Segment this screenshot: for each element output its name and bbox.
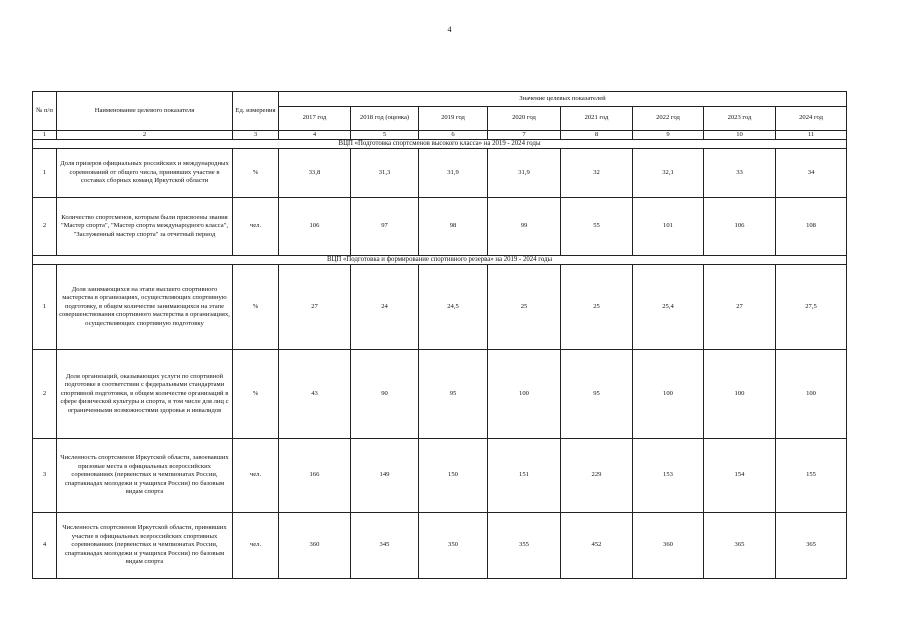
- indicator-value: 355: [488, 513, 561, 579]
- column-number: 4: [279, 131, 351, 140]
- indicator-name: Численность спортсменов Иркутской области, принявших участие в официальных всероссийских спортивных соревнованиях (первенствах и чемпионатах России, спартакиадах молодежи и учащихся России) по базовым видам спорта: [57, 513, 233, 579]
- indicator-value: 99: [488, 198, 561, 256]
- indicator-value: 34: [776, 149, 847, 198]
- indicator-value: 90: [351, 350, 419, 439]
- indicator-value: 27,5: [776, 265, 847, 350]
- indicator-value: 97: [351, 198, 419, 256]
- row-num: 2: [33, 198, 57, 256]
- indicator-value: 100: [633, 350, 704, 439]
- column-number: 5: [351, 131, 419, 140]
- column-number: 9: [633, 131, 704, 140]
- indicator-value: 24: [351, 265, 419, 350]
- header-year: 2018 год (оценка): [351, 107, 419, 131]
- header-values: Значение целевых показателей: [279, 92, 847, 107]
- header-year: 2019 год: [419, 107, 488, 131]
- indicator-value: 32: [561, 149, 633, 198]
- target-indicators-table: [32, 91, 847, 579]
- column-number: 8: [561, 131, 633, 140]
- indicator-value: 108: [776, 198, 847, 256]
- indicator-value: 100: [704, 350, 776, 439]
- header-year: 2023 год: [704, 107, 776, 131]
- indicator-value: 100: [488, 350, 561, 439]
- indicator-value: 27: [704, 265, 776, 350]
- section-row: [33, 256, 847, 265]
- indicator-value: 32,1: [633, 149, 704, 198]
- indicator-value: 101: [633, 198, 704, 256]
- indicator-value: 24,5: [419, 265, 488, 350]
- indicator-value: 350: [419, 513, 488, 579]
- row-num: 4: [33, 513, 57, 579]
- indicator-value: 360: [279, 513, 351, 579]
- indicator-value: 25: [561, 265, 633, 350]
- indicator-value: 106: [704, 198, 776, 256]
- table-row: [33, 149, 847, 198]
- indicator-name: Количество спортсменов, которым были присвоены звания "Мастер спорта", "Мастер спорта международного класса", "Заслуженный мастер спорта" за отчетный период: [57, 198, 233, 256]
- table-row: [33, 350, 847, 439]
- indicator-value: 31,9: [419, 149, 488, 198]
- column-number: 11: [776, 131, 847, 140]
- table-row: [33, 265, 847, 350]
- column-number: 2: [57, 131, 233, 140]
- header-year: 2020 год: [488, 107, 561, 131]
- indicator-value: 365: [776, 513, 847, 579]
- indicator-value: 25,4: [633, 265, 704, 350]
- indicator-value: 95: [419, 350, 488, 439]
- header-year: 2024 год: [776, 107, 847, 131]
- indicator-value: 98: [419, 198, 488, 256]
- indicator-value: 25: [488, 265, 561, 350]
- indicator-value: 345: [351, 513, 419, 579]
- unit: %: [233, 149, 279, 198]
- indicator-value: 33,8: [279, 149, 351, 198]
- unit: %: [233, 265, 279, 350]
- indicator-value: 154: [704, 439, 776, 513]
- indicator-value: 106: [279, 198, 351, 256]
- indicator-value: 100: [776, 350, 847, 439]
- unit: чел.: [233, 439, 279, 513]
- table-row: [33, 513, 847, 579]
- section-title: ВЦП «Подготовка и формирование спортивного резерва» на 2019 - 2024 годы: [33, 256, 847, 265]
- header-year: 2017 год: [279, 107, 351, 131]
- header-unit: Ед. измерения: [233, 92, 279, 131]
- indicator-value: 95: [561, 350, 633, 439]
- header-name: Наименование целевого показателя: [57, 92, 233, 131]
- unit: %: [233, 350, 279, 439]
- section-row: [33, 140, 847, 149]
- header-year: 2021 год: [561, 107, 633, 131]
- column-number: 7: [488, 131, 561, 140]
- indicator-value: 27: [279, 265, 351, 350]
- page-number: 4: [447, 25, 452, 34]
- row-num: 1: [33, 265, 57, 350]
- indicator-name: Доля организаций, оказывающих услуги по спортивной подготовке в соответствии с федеральными стандартами спортивной подготовки, в общем количестве организаций в сфере физической культуры и спорта, в том числе для лиц с ограниченными возможностями здоровья и инвалидов: [57, 350, 233, 439]
- indicator-value: 153: [633, 439, 704, 513]
- header-num: № п/п: [33, 92, 57, 131]
- indicator-value: 31,3: [351, 149, 419, 198]
- column-number: 6: [419, 131, 488, 140]
- indicator-value: 31,9: [488, 149, 561, 198]
- indicator-value: 155: [776, 439, 847, 513]
- indicator-value: 166: [279, 439, 351, 513]
- unit: чел.: [233, 513, 279, 579]
- indicator-value: 229: [561, 439, 633, 513]
- indicator-value: 33: [704, 149, 776, 198]
- column-number: 10: [704, 131, 776, 140]
- row-num: 3: [33, 439, 57, 513]
- indicator-value: 452: [561, 513, 633, 579]
- table-row: [33, 198, 847, 256]
- indicator-name: Доля занимающихся на этапе высшего спортивного мастерства в организациях, осуществляющих спортивную подготовку, в общем количестве занимающихся на этапе совершенствования спортивного мастерства в организациях, осуществляющих спортивную подготовку: [57, 265, 233, 350]
- row-num: 2: [33, 350, 57, 439]
- section-title: ВЦП «Подготовка спортсменов высокого класса» на 2019 - 2024 годы: [33, 140, 847, 149]
- indicator-value: 150: [419, 439, 488, 513]
- indicator-value: 365: [704, 513, 776, 579]
- indicator-name: Доля призеров официальных российских и международных соревнований от общего числа, принявших участие в составах сборных команд Иркутской области: [57, 149, 233, 198]
- table-row: [33, 439, 847, 513]
- indicator-name: Численность спортсменов Иркутской области, завоевавших призовые места в официальных всероссийских соревнованиях (первенствах и чемпионатах России, спартакиадах молодежи и учащихся России) по базовым видам спорта: [57, 439, 233, 513]
- indicator-value: 55: [561, 198, 633, 256]
- column-number: 1: [33, 131, 57, 140]
- row-num: 1: [33, 149, 57, 198]
- indicator-value: 151: [488, 439, 561, 513]
- indicator-value: 360: [633, 513, 704, 579]
- indicator-value: 149: [351, 439, 419, 513]
- column-number: 3: [233, 131, 279, 140]
- unit: чел.: [233, 198, 279, 256]
- indicator-value: 43: [279, 350, 351, 439]
- header-year: 2022 год: [633, 107, 704, 131]
